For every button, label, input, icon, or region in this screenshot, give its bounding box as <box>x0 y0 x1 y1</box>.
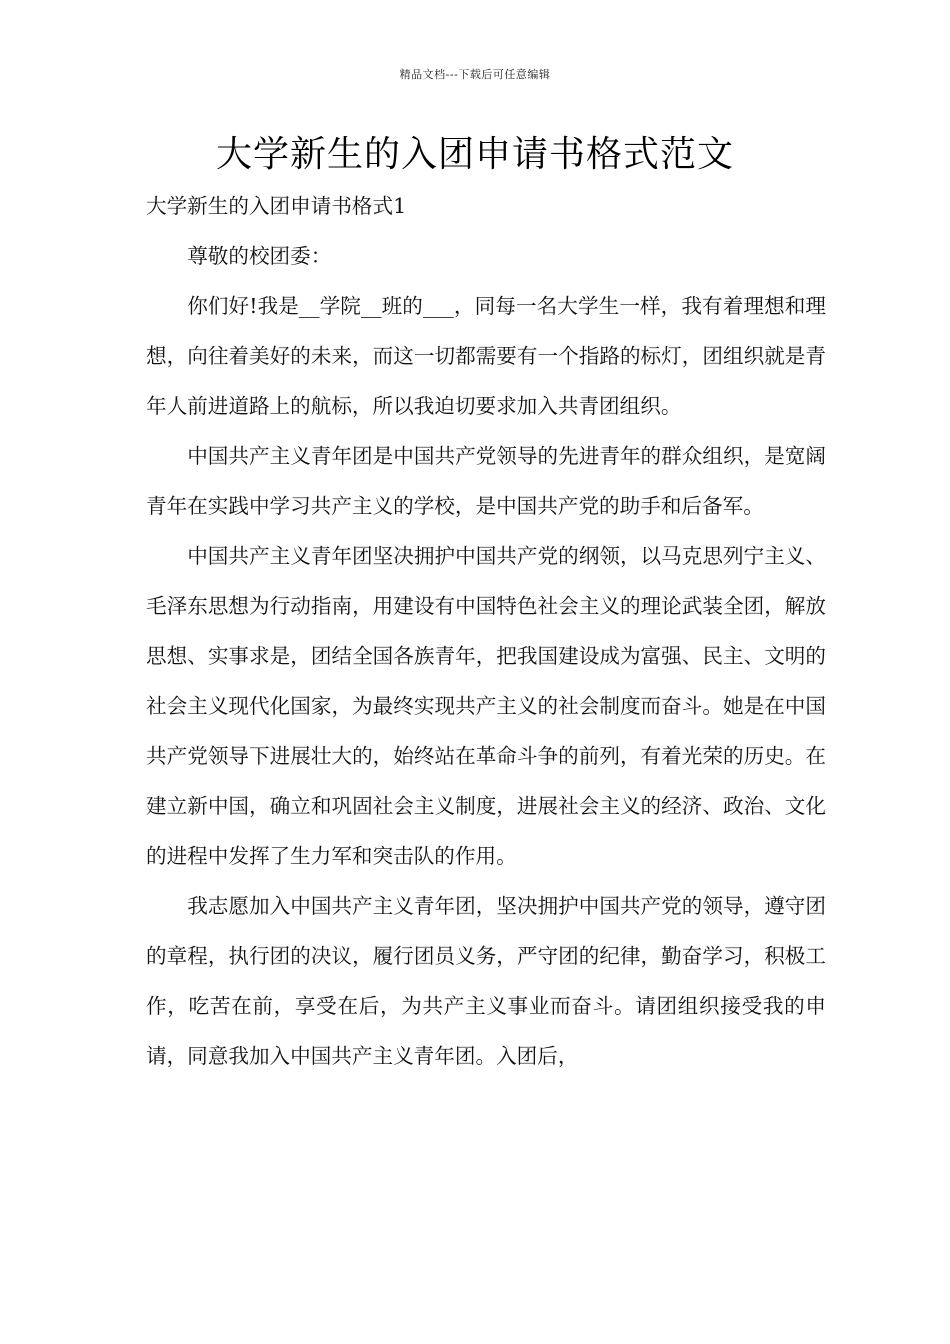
document-title: 大学新生的入团申请书格式范文 <box>215 134 734 175</box>
header-note: 精品文档---下载后可任意编辑 <box>399 68 551 81</box>
salutation: 尊敬的校团委： <box>187 244 332 268</box>
paragraph-1: 你们好!我是__学院__班的___，同每一名大学生一样，我有着理想和理想，向往着美好的未来，而这一切都需要有一个指路的标灯，团组织就是青年人前进道路上的航标，所以我迫切要求加入共青团组织。 <box>146 294 826 418</box>
paragraph-4: 我志愿加入中国共产主义青年团，坚决拥护中国共产党的领导，遵守团的章程，执行团的决议，履行团员义务，严守团的纪律，勤奋学习，积极工作，吃苦在前，享受在后，为共产主义事业而奋斗。请团组织接受我的申请，同意我加入中国共产主义青年团。入团后， <box>146 894 826 1068</box>
document-subtitle: 大学新生的入团申请书格式1 <box>146 194 407 218</box>
paragraph-2: 中国共产主义青年团是中国共产党领导的先进青年的群众组织，是宽阔青年在实践中学习共产主义的学校，是中国共产党的助手和后备军。 <box>146 444 826 518</box>
paragraph-3: 中国共产主义青年团坚决拥护中国共产党的纲领，以马克思列宁主义、毛泽东思想为行动指南，用建设有中国特色社会主义的理论武装全团，解放思想、实事求是，团结全国各族青年，把我国建设成为富强、民主、文明的社会主义现代化国家，为最终实现共产主义的社会制度而奋斗。她是在中国共产党领导下进展壮大的，始终站在革命斗争的前列，有着光荣的历史。在建立新中国，确立和巩固社会主义制度，进展社会主义的经济、政治、文化的进程中发挥了生力军和突击队的作用。 <box>146 544 826 868</box>
document-body <box>146 181 826 1081</box>
